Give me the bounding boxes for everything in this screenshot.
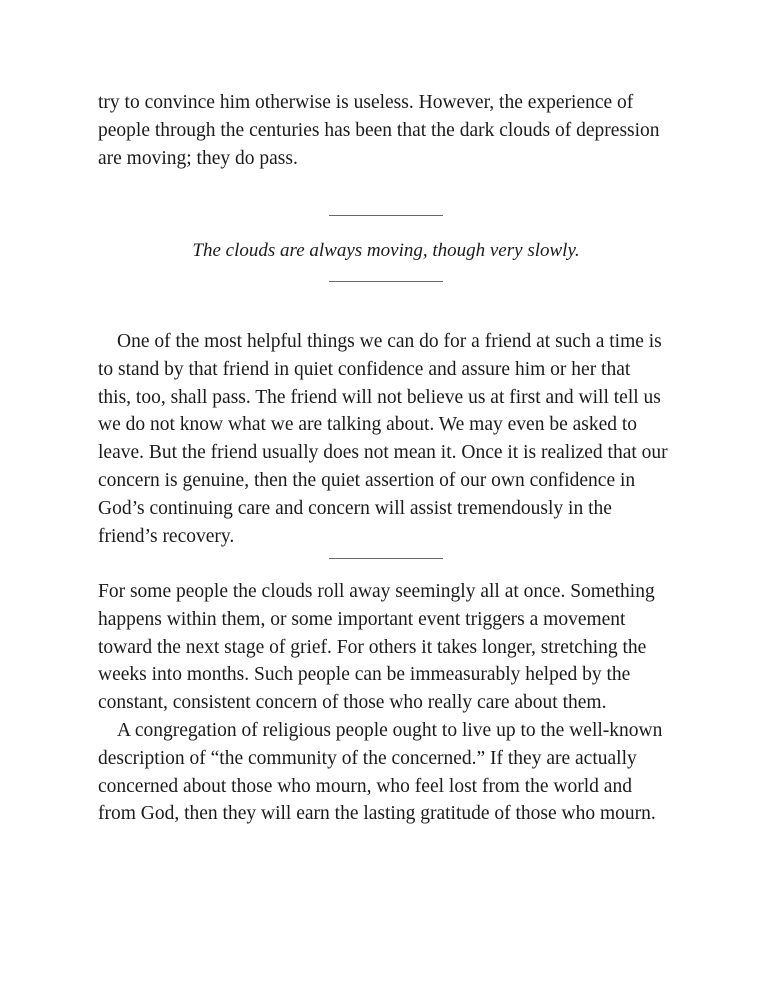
text-line: God’s continuing care and concern will assist tremendously in the — [98, 497, 612, 519]
text-line: people through the centuries has been that the dark clouds of depression — [98, 119, 660, 141]
text-line: One of the most helpful things we can do for a friend at such a time is — [117, 331, 662, 352]
text-line: description of “the community of the concerned.” If they are actually — [98, 747, 637, 769]
text-line: concerned about those who mourn, who feel lost from the world and — [98, 775, 632, 797]
text-line: leave. But the friend usually does not mean it. Once it is realized that our — [98, 442, 668, 464]
pull-quote: The clouds are always moving, though very slowly. — [192, 240, 580, 261]
paragraph-friend — [98, 328, 678, 550]
paragraph-congregation — [98, 717, 678, 828]
text-line: are moving; they do pass. — [98, 147, 298, 169]
divider-rule — [329, 215, 443, 216]
paragraph-clouds — [98, 578, 678, 717]
divider-rule — [329, 281, 443, 282]
text-line: we do not know what we are talking about. We may even be asked to — [98, 414, 638, 436]
paragraph-continued — [98, 89, 678, 172]
text-line: concern is genuine, then the quiet assertion of our own confidence in — [98, 469, 636, 491]
text-line: try to convince him otherwise is useless. However, the experience of — [98, 92, 634, 113]
text-line: weeks into months. Such people can be immeasurably helped by the — [98, 664, 631, 686]
text-line: A congregation of religious people ought to live up to the well-known — [117, 720, 663, 741]
text-line: this, too, shall pass. The friend will not believe us at first and will tell us — [98, 386, 661, 408]
text-line: toward the next stage of grief. For others it takes longer, stretching the — [98, 636, 647, 658]
text-line: friend’s recovery. — [98, 525, 235, 547]
divider-rule — [329, 558, 443, 559]
text-line: from God, then they will earn the lasting gratitude of those who mourn. — [98, 803, 656, 825]
text-line: For some people the clouds roll away seemingly all at once. Something — [98, 581, 655, 602]
text-line: happens within them, or some important event triggers a movement — [98, 608, 626, 630]
text-line: constant, consistent concern of those who really care about them. — [98, 692, 607, 714]
text-line: to stand by that friend in quiet confidence and assure him or her that — [98, 358, 631, 380]
